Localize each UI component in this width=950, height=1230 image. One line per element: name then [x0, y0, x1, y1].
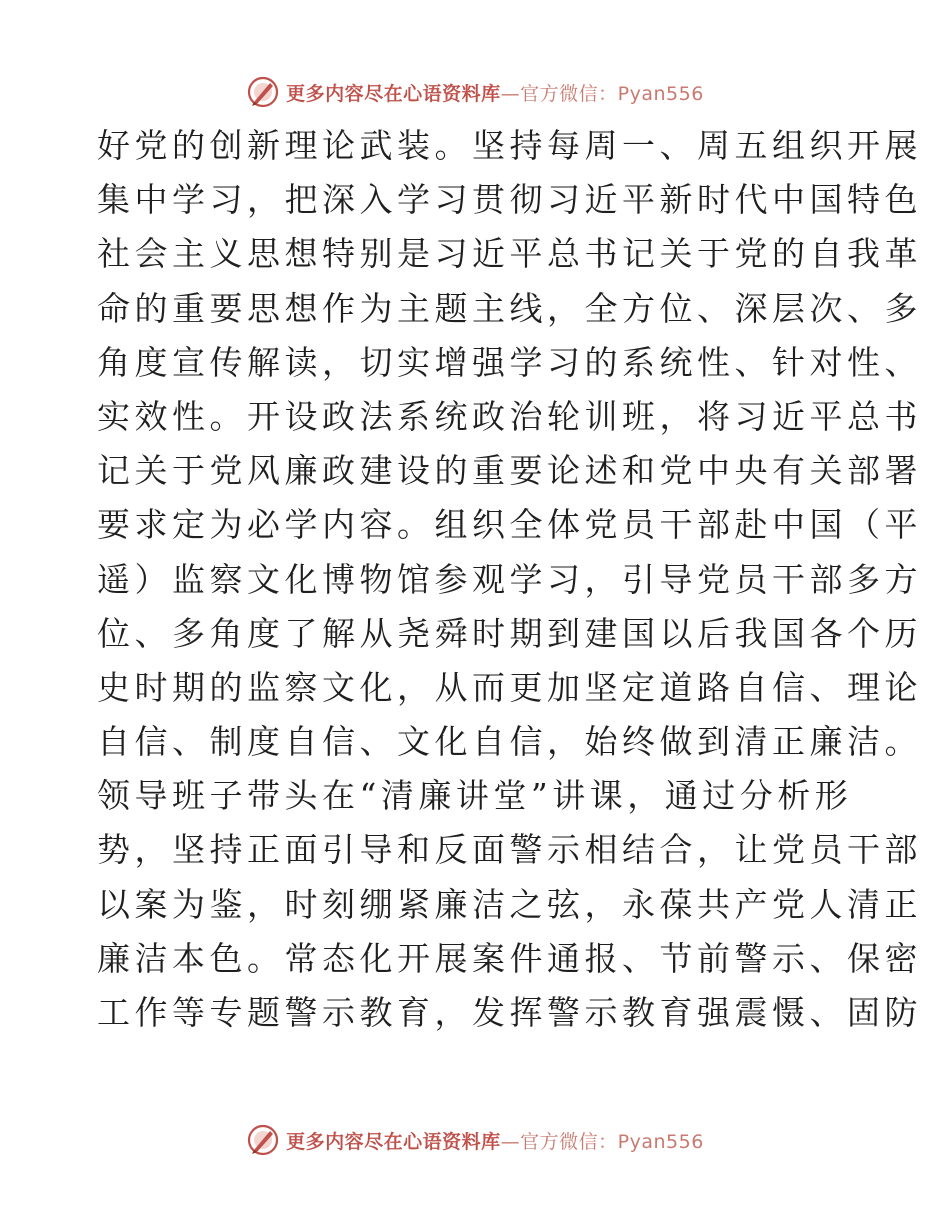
pen-logo-icon	[246, 75, 280, 109]
body-line: 工作等专题警示教育，发挥警示教育强震慑、固防	[97, 993, 922, 1032]
watermark-text	[286, 79, 704, 106]
pen-logo-icon	[246, 1123, 280, 1157]
body-line: 领导班子带头在“清廉讲堂”讲课，通过分析形	[97, 776, 853, 816]
footer-watermark	[0, 1120, 950, 1160]
watermark-text	[286, 1127, 704, 1154]
body-line: 实效性。开设政法系统政治轮训班，将习近平总书	[97, 396, 922, 436]
body-line: 遥）监察文化博物馆参观学习，引导党员干部多方	[97, 559, 922, 599]
body-line: 位、多角度了解从尧舜时期到建国以后我国各个历	[97, 613, 922, 653]
body-line: 角度宣传解读，切实增强学习的系统性、针对性、	[97, 342, 922, 382]
body-line: 记关于党风廉政建设的重要论述和党中央有关部署	[97, 451, 922, 491]
document-body	[97, 119, 922, 1040]
watermark-separator: —	[500, 82, 521, 105]
body-line: 史时期的监察文化，从而更加坚定道路自信、理论	[97, 667, 922, 707]
body-line: 廉洁本色。常态化开展案件通报、节前警示、保密	[97, 938, 922, 978]
watermark-suffix: 官方微信：Pyan556	[520, 1130, 704, 1153]
body-line: 自信、制度自信、文化自信，始终做到清正廉洁。	[97, 722, 922, 762]
watermark-brand: 更多内容尽在心语资料库	[286, 82, 501, 105]
body-line: 好党的创新理论武装。坚持每周一、周五组织开展	[97, 126, 922, 165]
watermark-separator: —	[500, 1130, 521, 1153]
body-line: 要求定为必学内容。组织全体党员干部赴中国（平	[97, 505, 922, 545]
body-line: 以案为鉴，时刻绷紧廉洁之弦，永葆共产党人清正	[97, 884, 922, 924]
watermark-suffix: 官方微信：Pyan556	[520, 82, 704, 105]
body-line: 命的重要思想作为主题主线，全方位、深层次、多	[97, 288, 922, 328]
body-line: 集中学习，把深入学习贯彻习近平新时代中国特色	[97, 180, 922, 220]
body-line: 势，坚持正面引导和反面警示相结合，让党员干部	[97, 830, 922, 870]
header-watermark	[0, 72, 950, 112]
body-line: 社会主义思想特别是习近平总书记关于党的自我革	[97, 234, 922, 274]
watermark-brand: 更多内容尽在心语资料库	[286, 1130, 501, 1153]
